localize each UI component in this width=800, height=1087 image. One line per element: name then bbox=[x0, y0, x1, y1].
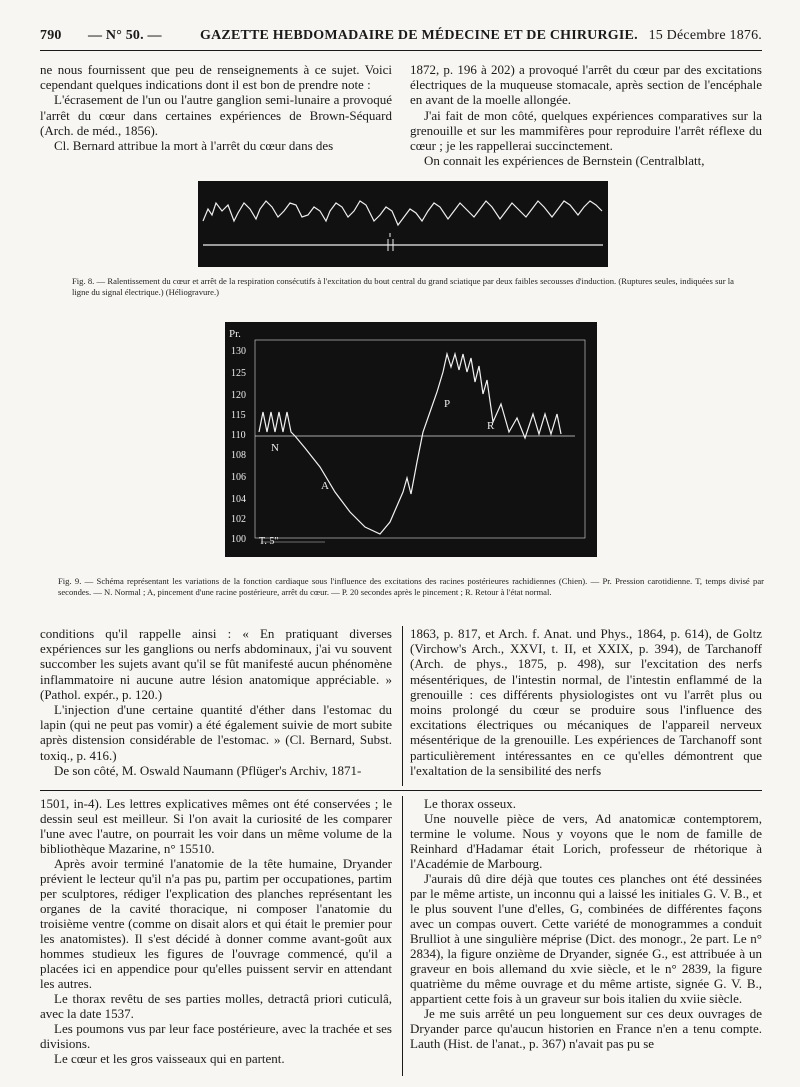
signal-mark bbox=[388, 233, 393, 251]
letter-a: A bbox=[321, 480, 329, 492]
figure-8-plot bbox=[198, 181, 608, 267]
section-rule bbox=[40, 790, 762, 791]
top-left-column bbox=[40, 62, 392, 153]
figure-9-caption: Fig. 9. — Schéma représentant les variations de la fonction cardiaque sous l'influence des excitations des racines postérieures rachidiennes (Chien). — Pr. Pression carotidienne. T, temps divisé par secondes. — N. Normal ; A, pincement d'une racine postérieure, arrêt du cœur. — P. 20 secondes après le pincement ; R. Retour à l'état normal. bbox=[58, 576, 764, 597]
y-tick-label: 130 bbox=[231, 346, 246, 357]
running-header bbox=[40, 28, 762, 48]
paragraph: Le thorax revêtu de ses parties molles, detractâ priori cuticulâ, avec la date 1537. bbox=[40, 991, 392, 1021]
paragraph: Je me suis arrêté un peu longuement sur ces deux ouvrages de Dryander parce qu'aucun historien en France n'en a tenu compte. Lauth (Hist. de l'anat., p. 367) n'avait pas pu se bbox=[410, 1006, 762, 1051]
bottom-right-column bbox=[410, 796, 762, 1051]
paragraph: J'ai fait de mon côté, quelques expériences comparatives sur la grenouille et sur les mammifères pour reproduire l'arrêt réflexe du cœur ; je les rappellerai succinctement. bbox=[410, 107, 762, 154]
time-label: T. 5" bbox=[259, 536, 279, 547]
y-tick-label: 104 bbox=[231, 494, 246, 505]
pressure-curve bbox=[259, 354, 561, 534]
y-tick-label: 102 bbox=[231, 514, 246, 525]
middle-right-column bbox=[410, 626, 762, 778]
heart-trace bbox=[203, 201, 602, 225]
page-number: 790 bbox=[40, 28, 62, 43]
paragraph: 1501, in-4). Les lettres explicatives mêmes ont été conservées ; le dessin seul est meilleur. Si l'on avait la curiosité de les comparer l'une avec l'autre, on pourrait les voir dans un même volume de la bibliothèque Mazarine, n° 15510. bbox=[40, 796, 392, 856]
paragraph: ne nous fournissent que peu de renseignements à ce sujet. Voici cependant quelques indications dont il est bon de prendre note : bbox=[40, 62, 392, 93]
letter-r: R bbox=[487, 420, 495, 432]
paragraph: 1872, p. 196 à 202) a provoqué l'arrêt du cœur par des excitations électriques de la muqueuse stomacale, après section de l'encéphale en avant de la moelle allongée. bbox=[410, 62, 762, 108]
figure-9-plot bbox=[225, 322, 597, 557]
figure-9-chart bbox=[225, 322, 597, 557]
paragraph: 1863, p. 817, et Arch. f. Anat. und Phys., 1864, p. 614), de Goltz (Virchow's Arch., XXVI, t. II, et XXIX, p. 394), de Tarchanoff (Arch. de phys., 1875, p. 498), sur l'excitation des nerfs mésentériques, de l'intestin normal, de l'intestin enflammé de la grenouille : ces différents physiologistes ont vu l'arrêt plus ou moins prolongé du cœur se produire sous l'influence des excitations électriques ou mécaniques de l'appareil nerveux mésentérique de la grenouille. Les expériences de Tarchanoff sont particulièrement intéressantes en ce qu'elles démontrent que l'exaltation de la sensibilité des nerfs bbox=[410, 626, 762, 778]
y-tick-label: 100 bbox=[231, 534, 246, 545]
figure-8-tracing bbox=[198, 181, 608, 267]
paragraph: conditions qu'il rappelle ainsi : « En pratiquant diverses expériences sur les ganglions ou nerfs abdominaux, j'ai vu souvent succomber les sujets avant qu'il se fût manifesté aucun phénomène inflammatoire ni aucune autre lésion anatomique appréciable. » (Pathol. expér., p. 120.) bbox=[40, 626, 392, 702]
header-rule bbox=[40, 50, 762, 51]
paragraph: Le thorax osseux. bbox=[424, 796, 517, 811]
y-tick-label: 110 bbox=[231, 430, 246, 441]
column-rule bbox=[402, 796, 403, 1076]
figure-8-caption: Fig. 8. — Ralentissement du cœur et arrêt de la respiration consécutifs à l'excitation du bout central du grand sciatique par deux faibles secousses d'induction. (Ruptures seules, indiquées sur la ligne du signal électrique.) (Héliogravure.) bbox=[72, 276, 734, 297]
issue-number: — N° 50. — bbox=[88, 28, 162, 43]
paragraph: L'écrasement de l'un ou l'autre ganglion semi-lunaire a provoqué l'arrêt du cœur dans certaines expériences de Brown-Séquard (Arch. de méd., 1856). bbox=[40, 92, 392, 138]
paragraph: Une nouvelle pièce de vers, Ad anatomicæ contemptorem, termine le volume. Nous y voyons que le nom de famille de Reinhard d'Hadamar était Lorich, professeur de rhétorique à l'Académie de Marbourg. bbox=[410, 811, 762, 871]
journal-title: GAZETTE HEBDOMADAIRE DE MÉDECINE ET DE CHIRURGIE. bbox=[200, 28, 638, 43]
y-tick-label: 106 bbox=[231, 472, 246, 483]
y-tick-label: 108 bbox=[231, 450, 246, 461]
paragraph: J'aurais dû dire déjà que toutes ces planches ont été dessinées par le même artiste, un inconnu qui a laissé les initiales G. V. B., et le plus souvent l'une d'elles, G, combinées de différentes façons avec un compas ouvert. Cette variété de monogrammes a conduit Brulliot à une singulière méprise (Dict. des monogr., 2e part. Le n° 2834), la figure onzième de Dryander, signée G., est attribuée à un graveur en bois allemand du xvie siècle, et le n° 2839, la figure quatrième du même ouvrage et du même artiste, signée G. V. B., appartient cette fois à un graveur sur bois italien du xviie siècle. bbox=[410, 871, 762, 1006]
y-axis-title: Pr. bbox=[229, 328, 241, 340]
issue-date: 15 Décembre 1876. bbox=[648, 28, 762, 43]
top-right-column bbox=[410, 62, 762, 168]
column-rule bbox=[402, 626, 403, 786]
y-tick-label: 120 bbox=[231, 390, 246, 401]
y-tick-label: 125 bbox=[231, 368, 246, 379]
bottom-left-column bbox=[40, 796, 392, 1066]
y-tick-label: 115 bbox=[231, 410, 246, 421]
paragraph: De son côté, M. Oswald Naumann (Pflüger's Archiv, 1871- bbox=[54, 762, 362, 778]
paragraph: Le cœur et les gros vaisseaux qui en partent. bbox=[54, 1051, 285, 1066]
paragraph: Après avoir terminé l'anatomie de la tête humaine, Dryander prévient le lecteur qu'il n'a pas pu, partim per occupationes, partim per sculptores, rédiger l'explication des planches représentant les organes de la cavité thoracique, ni composer l'anatomie du troisième ventre (comme on disait alors et qui était le premier pour les anatomistes). Il s'est décidé à donner comme avant-goût aux hommes studieux les figures de l'ouvrage commencé, qu'il a placées ici en appendice pour qu'elles puissent servir en attendant les autres. bbox=[40, 856, 392, 991]
paragraph: On connait les expériences de Bernstein (Centralblatt, bbox=[424, 153, 705, 169]
letter-p: P bbox=[444, 398, 451, 410]
paragraph: Cl. Bernard attribue la mort à l'arrêt du cœur dans des bbox=[54, 138, 334, 154]
paragraph: Les poumons vus par leur face postérieure, avec la trachée et ses divisions. bbox=[40, 1021, 392, 1051]
plot-frame bbox=[255, 340, 585, 538]
middle-left-column bbox=[40, 626, 392, 778]
letter-n: N bbox=[271, 442, 279, 454]
paragraph: L'injection d'une certaine quantité d'éther dans l'estomac du lapin (qui ne peut pas vomir) a été également suivie de mort subite après distension considérable de l'estomac. » (Cl. Bernard, Subst. toxiq., p. 416.) bbox=[40, 702, 392, 763]
